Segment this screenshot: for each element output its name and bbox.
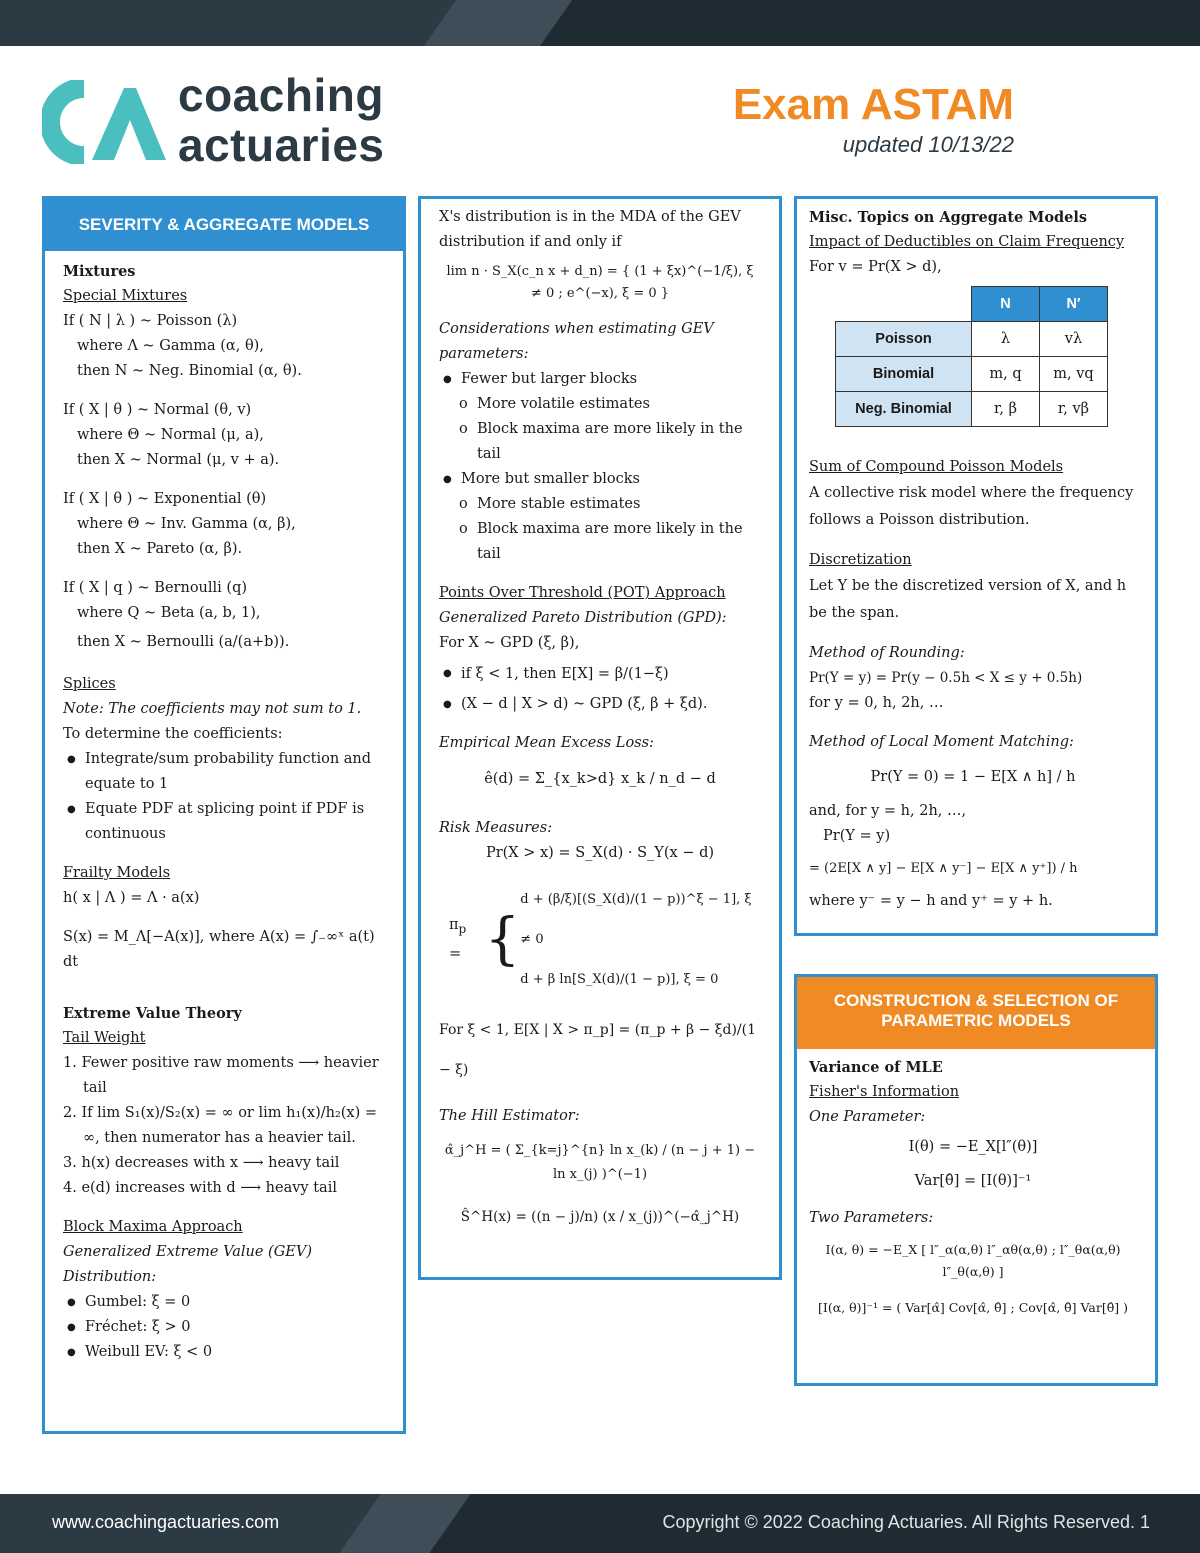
one-param-title: One Parameter: [809,1109,926,1125]
construction-selection-panel [794,974,1158,1386]
rounding-title: Method of Rounding: [809,645,965,661]
emel-title: Empirical Mean Excess Loss: [439,735,654,751]
subheading-block-maxima: Block Maxima Approach [63,1219,243,1235]
sub-bullet-item: o More stable estimates [439,492,761,517]
splices-note: Note: The coefficients may not sum to 1. [63,701,362,717]
misc-aggregate-panel [794,196,1158,936]
subheading-impact: Impact of Deductibles on Claim Frequency [809,234,1125,250]
top-banner [0,0,1200,46]
table-row [836,392,1108,427]
table-cell: Poisson [836,322,972,357]
formula-risk-es: For ξ < 1, E[X | X > π_p] = (π_p + β − ξd)/(1 − ξ) [439,1022,756,1078]
subheading-special-mixtures: Special Mixtures [63,288,188,304]
gpd-def: For X ~ GPD (ξ, β), [439,635,580,651]
mlmm-and: and, for y = h, 2h, …, [809,803,967,819]
logo-word-actuaries: actuaries [178,119,385,171]
tail-weight-item: 2. If lim S₁(x)/S₂(x) = ∞ or lim h₁(x)/h₂(x) = ∞, then numerator has a heavier tail. [63,1105,378,1146]
tail-weight-item: 1. Fewer positive raw moments ⟶ heavier tail [63,1055,379,1096]
mixture-line: where Q ~ Beta (a, b, 1), [77,605,261,621]
formula-mlmm-0: Pr(Y = 0) = 1 − E[X ∧ h] / h [870,769,1076,785]
formula-risk-pr: Pr(X > x) = S_X(d) · S_Y(x − d) [485,845,715,861]
formula-frailty-h: h( x | Λ ) = Λ · a(x) [63,890,200,906]
mda-text: X's distribution is in the MDA of the GEV distribution if and only if [439,209,741,250]
footer-banner [0,1494,1200,1553]
severity-aggregate-panel [42,196,406,1434]
subheading-frailty: Frailty Models [63,865,171,881]
bullet-item: ● (X − d | X > d) ~ GPD (ξ, β + ξd). [439,692,761,717]
bullet-item: ● Integrate/sum probability function and equate to 1 [63,747,385,797]
table-cell: vλ [1040,322,1108,357]
mixture-line: where Λ ~ Gamma (α, θ), [77,338,264,354]
mixture-line: If ( X | q ) ~ Bernoulli (q) [63,580,248,596]
bullet-item: ● if ξ < 1, then E[X] = β/(1−ξ) [439,656,761,692]
sum-cp-text: A collective risk model where the frequency follows a Poisson distribution. [809,485,1134,528]
bullet-item: ● Gumbel: ξ = 0 [63,1290,385,1315]
mixture-line: If ( X | θ ) ~ Normal (θ, v) [63,402,252,418]
tail-weight-item: 3. h(x) decreases with x ⟶ heavy tail [63,1155,340,1171]
gpd-title: Generalized Pareto Distribution (GPD): [439,610,727,626]
two-param-title: Two Parameters: [809,1210,934,1226]
sub-bullet-item: o Block maxima are more likely in the tail [439,417,761,467]
subheading-tail-weight: Tail Weight [63,1030,146,1046]
formula-hill-alpha: α̂_j^H = ( Σ_{k=j}^{n} ln x_(k) / (n − j + 1) − ln x_(j) )^(−1) [444,1143,756,1182]
hill-title: The Hill Estimator: [439,1108,580,1124]
heading-mixtures: Mixtures [63,263,136,280]
table-cell: Binomial [836,357,972,392]
mixture-line: If ( X | θ ) ~ Exponential (θ) [63,491,267,507]
bullet-item: ● Fewer but larger blocks [439,367,761,392]
section-header: CONSTRUCTION & SELECTION OF PARAMETRIC MODELS [797,977,1155,1049]
heading-evt: Extreme Value Theory [63,1005,242,1022]
formula-one-param-var: Var[θ̂] = [I(θ)]⁻¹ [914,1173,1032,1189]
evt-continued-panel [418,196,782,1280]
subheading-sum-cp: Sum of Compound Poisson Models [809,459,1064,475]
tail-weight-item: 4. e(d) increases with d ⟶ heavy tail [63,1180,337,1196]
table-cell: Neg. Binomial [836,392,972,427]
table-header: N [972,287,1040,322]
footer-copyright: Copyright © 2022 Coaching Actuaries. All Rights Reserved. 1 [662,1512,1150,1532]
bullet-item: ● Equate PDF at splicing point if PDF is continuous [63,797,385,847]
subheading-discretization: Discretization [809,552,912,568]
splices-intro: To determine the coefficients: [63,726,283,742]
frequency-table [835,286,1108,427]
risk-pi-case1: d + (β/ξ)[(S_X(d)/(1 − p))^ξ − 1], ξ ≠ 0 [520,892,752,947]
risk-pi-case2: d + β ln[S_X(d)/(1 − p)], ξ = 0 [520,972,719,987]
mixture-line: where Θ ~ Inv. Gamma (α, β), [77,516,296,532]
mlmm-py: Pr(Y = y) [823,828,891,844]
section-header: SEVERITY & AGGREGATE MODELS [45,199,403,251]
subheading-fisher: Fisher's Information [809,1084,960,1100]
table-cell: r, β [972,392,1040,427]
updated-date: updated 10/13/22 [842,132,1014,157]
formula-two-param-i: I(α, θ) = −E_X [ l″_α(α,θ) l″_αθ(α,θ) ; l″_θα(α,θ) l″_θ(α,θ) ] [825,1242,1121,1279]
table-header: N′ [1040,287,1108,322]
bullet-item: ● Fréchet: ξ > 0 [63,1315,385,1340]
disc-text: Let Y be the discretized version of X, and h be the span. [809,578,1127,621]
table-cell: m, vq [1040,357,1108,392]
coaching-actuaries-logo [42,69,472,172]
formula-risk-pi: $\pi_p$ = { d + (β/ξ)[(S_X(d)/(1 − p))^ξ − 1], ξ ≠ 0 d + β ln[S_X(d)/(1 − p)], ξ = 0 [449,880,761,1000]
subheading-pot: Points Over Threshold (POT) Approach [439,585,726,601]
heading-misc: Misc. Topics on Aggregate Models [809,209,1088,226]
table-row [836,357,1108,392]
table-cell: m, q [972,357,1040,392]
mlmm-title: Method of Local Moment Matching: [809,734,1074,750]
formula-one-param-i: I(θ) = −E_X[l″(θ)] [908,1139,1038,1155]
rounding-for: for y = 0, h, 2h, … [809,695,944,711]
risk-title: Risk Measures: [439,820,553,836]
logo-word-coaching: coaching [178,69,384,121]
mixture-line: then X ~ Pareto (α, β). [77,541,243,557]
table-cell: r, vβ [1040,392,1108,427]
formula-emel: ê(d) = Σ_{x_k>d} x_k / n_d − d [484,771,716,787]
heading-var-mle: Variance of MLE [809,1059,943,1076]
mixture-line: where Θ ~ Normal (μ, a), [77,427,264,443]
considerations-title: Considerations when estimating GEV parameters: [439,321,714,362]
formula-two-param-inv: [I(α, θ)]⁻¹ = ( Var[α̂] Cov[α̂, θ̂] ; Cov[α̂, θ̂] Var[θ̂] ) [818,1300,1128,1315]
bullet-item: ● Weibull EV: ξ < 0 [63,1340,385,1365]
table-row [836,322,1108,357]
subheading-splices: Splices [63,676,116,692]
formula-rounding: Pr(Y = y) = Pr(y − 0.5h < X ≤ y + 0.5h) [809,670,1083,686]
formula-hill-s: Ŝ^H(x) = ((n − j)/n) (x / x_(j))^(−α̂_j^H) [460,1209,740,1225]
impact-v: For v = Pr(X > d), [809,259,942,275]
mixture-line: then N ~ Neg. Binomial (α, θ). [77,363,302,379]
mixture-line: If ( N | λ ) ~ Poisson (λ) [63,313,238,329]
mixture-line: then X ~ Bernoulli (a/(a+b)). [77,634,290,650]
mlmm-where: where y⁻ = y − h and y⁺ = y + h. [809,893,1053,909]
exam-title: Exam ASTAM [732,80,1014,129]
footer-url[interactable]: www.coachingactuaries.com [52,1512,280,1532]
formula-frailty-s: S(x) = M_Λ[−A(x)], where A(x) = ∫₋∞ˣ a(t) dt [63,929,375,970]
ca-logo-icon [42,80,170,164]
mixture-line: then X ~ Normal (μ, v + a). [77,452,280,468]
gev-title: Generalized Extreme Value (GEV) Distribution: [63,1244,312,1285]
table-cell: λ [972,322,1040,357]
formula-mda: lim n · S_X(c_n x + d_n) = { (1 + ξx)^(−1/ξ), ξ ≠ 0 ; e^(−x), ξ = 0 } [446,264,754,301]
sub-bullet-item: o Block maxima are more likely in the tail [439,517,761,567]
bullet-item: ● More but smaller blocks [439,467,761,492]
sub-bullet-item: o More volatile estimates [439,392,761,417]
formula-mlmm: = (2E[X ∧ y] − E[X ∧ y⁻] − E[X ∧ y⁺]) / h [809,861,1078,876]
